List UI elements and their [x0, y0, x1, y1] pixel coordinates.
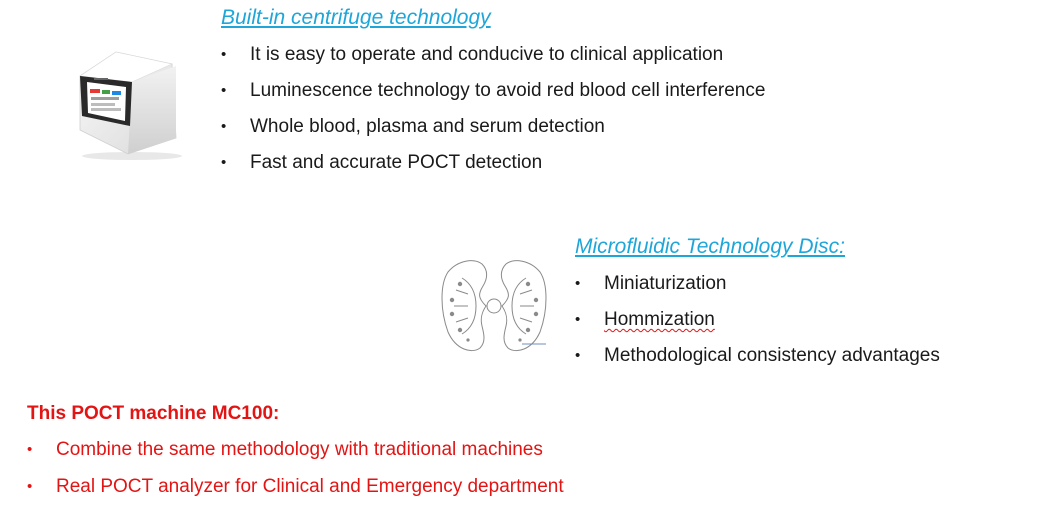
list-item-text: Whole blood, plasma and serum detection	[250, 116, 605, 137]
list-item	[221, 114, 765, 140]
poct-machine-title: This POCT machine MC100:	[27, 403, 280, 424]
poct-analyzer-device-image	[72, 42, 192, 162]
microfluidic-section	[575, 233, 940, 369]
list-item-text: Miniaturization	[604, 273, 727, 294]
list-item-text: Luminescence technology to avoid red blood cell interference	[250, 80, 766, 101]
centrifuge-section	[221, 4, 765, 176]
bullet-icon: •	[575, 347, 581, 364]
list-item	[575, 307, 940, 333]
bullet-icon: •	[27, 441, 33, 458]
list-item-text: Combine the same methodology with traditional machines	[56, 439, 543, 460]
poct-machine-section	[27, 402, 564, 500]
list-item-text: Methodological consistency advantages	[604, 345, 940, 366]
centrifuge-heading: Built-in centrifuge technology	[221, 6, 491, 29]
list-item-text: It is easy to operate and conducive to clinical application	[250, 44, 724, 65]
list-item	[221, 78, 765, 104]
poct-machine-bullet-list	[27, 437, 564, 500]
list-item	[221, 150, 765, 176]
list-item-text: Hommization	[604, 309, 715, 330]
list-item	[575, 271, 940, 297]
bullet-icon: •	[221, 46, 227, 63]
centrifuge-bullet-list	[221, 42, 765, 176]
bullet-icon: •	[575, 311, 581, 328]
microfluidic-heading: Microfluidic Technology Disc:	[575, 235, 845, 258]
list-item-text: Fast and accurate POCT detection	[250, 152, 543, 173]
bullet-icon: •	[575, 275, 581, 292]
bullet-icon: •	[221, 154, 227, 171]
microfluidic-bullet-list	[575, 271, 940, 369]
list-item	[575, 343, 940, 369]
list-item	[27, 474, 564, 500]
list-item	[221, 42, 765, 68]
list-item-text: Real POCT analyzer for Clinical and Emergency department	[56, 476, 564, 497]
list-item	[27, 437, 564, 463]
bullet-icon: •	[221, 118, 227, 135]
microfluidic-disc-image	[438, 254, 554, 358]
bullet-icon: •	[221, 82, 227, 99]
bullet-icon: •	[27, 478, 33, 495]
